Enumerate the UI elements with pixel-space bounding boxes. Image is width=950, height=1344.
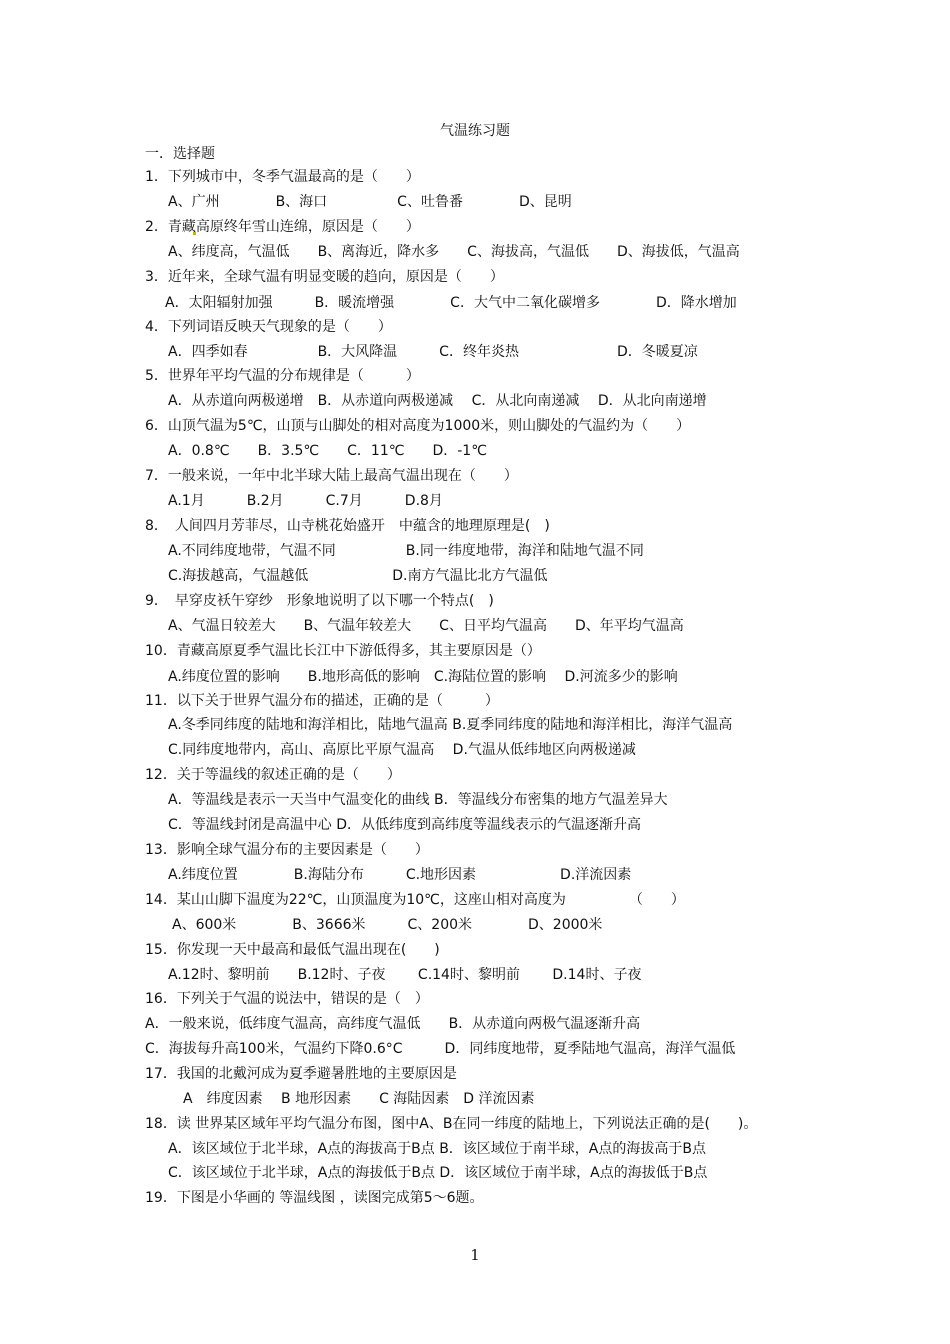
options-15: A.12时、黎明前 B.12时、子夜 C.14时、黎明前 D.14时、子夜 <box>168 967 642 983</box>
options-7: A.1月 B.2月 C.7月 D.8月 <box>168 493 443 509</box>
options-13: A.纬度位置 B.海陆分布 C.地形因素 D.洋流因素 <box>168 867 632 883</box>
options-16a: A．一般来说，低纬度气温高，高纬度气温低 B．从赤道向两极气温逐渐升高 <box>145 1016 641 1032</box>
options-17: A 纬度因素 B 地形因素 C 海陆因素 D 洋流因素 <box>183 1091 535 1107</box>
question-13: 13．影响全球气温分布的主要因素是（ ） <box>145 842 429 858</box>
question-11: 11．以下关于世界气温分布的描述，正确的是（ ） <box>145 693 499 709</box>
question-16: 16．下列关于气温的说法中，错误的是（ ） <box>145 991 429 1007</box>
options-11b: C.同纬度地带内，高山、高原比平原气温高 D.气温从低纬地区向两极递减 <box>168 742 636 758</box>
question-19: 19．下图是小华画的 等温线图 ，读图完成第5～6题。 <box>145 1190 484 1206</box>
options-12b: C．等温线封闭是高温中心 D．从低纬度到高纬度等温线表示的气温逐渐升高 <box>168 817 642 833</box>
options-6: A．0.8℃ B．3.5℃ C．11℃ D．-1℃ <box>168 443 487 459</box>
question-10: 10．青藏高原夏季气温比长江中下游低得多，其主要原因是（） <box>145 643 541 659</box>
options-12a: A．等温线是表示一天当中气温变化的曲线 B．等温线分布密集的地方气温差异大 <box>168 792 668 808</box>
options-9: A、气温日较差大 B、气温年较差大 C、日平均气温高 D、年平均气温高 <box>168 618 684 634</box>
options-5: A．从赤道向两极递增 B．从赤道向两极递减 C．从北向南递减 D．从北向南递增 <box>168 393 707 409</box>
options-8a: A.不同纬度地带，气温不同 B.同一纬度地带，海洋和陆地气温不同 <box>168 543 644 559</box>
question-7: 7．一般来说，一年中北半球大陆上最高气温出现在（ ） <box>145 468 518 484</box>
options-18b: C．该区域位于北半球，A点的海拔低于B点 D．该区域位于南半球，A点的海拔低于B点 <box>168 1165 708 1181</box>
question-6: 6．山顶气温为5℃，山顶与山脚处的相对高度为1000米，则山脚处的气温约为（ ） <box>145 418 691 434</box>
question-17: 17．我国的北戴河成为夏季避暑胜地的主要原因是 <box>145 1066 457 1082</box>
options-14: A、600米 B、3666米 C、200米 D、2000米 <box>172 917 603 933</box>
options-18a: A．该区域位于北半球，A点的海拔高于B点 B．该区域位于南半球，A点的海拔高于B点 <box>168 1141 706 1157</box>
question-9: 9． 早穿皮袄午穿纱 形象地说明了以下哪一个特点( ) <box>145 593 494 609</box>
page-number: 1 <box>470 1246 480 1264</box>
question-2: 2．青藏高原终年雪山连绵，原因是（ ） <box>145 219 420 235</box>
options-2: A、纬度高，气温低 B、离海近，降水多 C、海拔高，气温低 D、海拔低，气温高 <box>168 244 740 260</box>
question-15: 15．你发现一天中最高和最低气温出现在( ) <box>145 942 440 958</box>
question-14: 14．某山山脚下温度为22℃，山顶温度为10℃，这座山相对高度为 （ ） <box>145 892 685 908</box>
options-8b: C.海拔越高，气温越低 D.南方气温比北方气温低 <box>168 568 548 584</box>
question-1: 1．下列城市中，冬季气温最高的是（ ） <box>145 169 420 185</box>
options-3: A．太阳辐射加强 B．暖流增强 C．大气中二氧化碳增多 D．降水增加 <box>165 295 737 311</box>
question-12: 12．关于等温线的叙述正确的是（ ） <box>145 767 401 783</box>
question-8: 8． 人间四月芳菲尽，山寺桃花始盛开 中蕴含的地理原理是( ) <box>145 518 550 534</box>
options-11a: A.冬季同纬度的陆地和海洋相比，陆地气温高 B.夏季同纬度的陆地和海洋相比，海洋气温高 <box>168 717 733 733</box>
options-1: A、广州 B、海口 C、吐鲁番 D、昆明 <box>168 194 572 210</box>
question-18: 18．读 世界某区域年平均气温分布图，图中A、B在同一纬度的陆地上，下列说法正确的是( )。 <box>145 1116 758 1132</box>
question-4: 4．下列词语反映天气现象的是（ ） <box>145 319 392 335</box>
question-5: 5．世界年平均气温的分布规律是（ ） <box>145 368 420 384</box>
section-heading: 一．选择题 <box>145 146 215 162</box>
question-3: 3．近年来，全球气温有明显变暖的趋向，原因是（ ） <box>145 269 504 285</box>
options-10: A.纬度位置的影响 B.地形高低的影响 C.海陆位置的影响 D.河流多少的影响 <box>168 669 678 685</box>
options-4: A．四季如春 B．大风降温 C．终年炎热 D．冬暖夏凉 <box>168 344 698 360</box>
page-title: 气温练习题 <box>440 123 510 139</box>
options-16b: C．海拔每升高100米，气温约下降0.6°C D．同纬度地带，夏季陆地气温高，海洋气温低 <box>145 1041 736 1057</box>
